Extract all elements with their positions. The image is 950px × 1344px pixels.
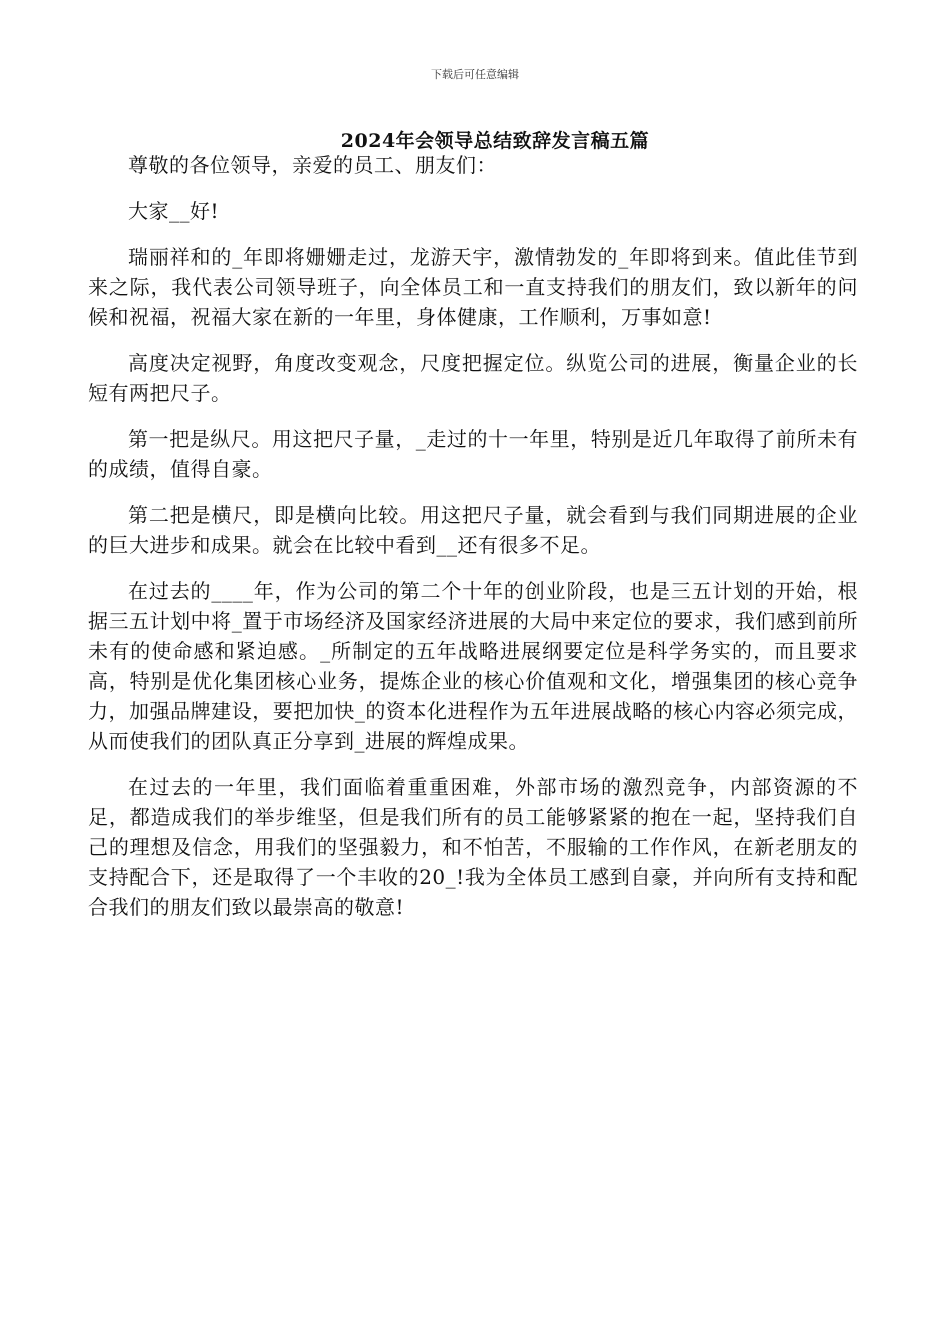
paragraph-greeting: 大家__好!: [128, 199, 220, 223]
document-title: 2024年会领导总结致辞发言稿五篇: [340, 130, 650, 152]
paragraph-salutation: 尊敬的各位领导，亲爱的员工、朋友们：: [128, 153, 497, 177]
page-header-note: 下载后可任意编辑: [431, 68, 519, 81]
paragraph: 第二把是横尺，即是横向比较。用这把尺子量，就会看到与我们同期进展的企业的巨大进步和成果。就会在比较中看到__还有很多不足。: [88, 503, 858, 557]
paragraph: 在过去的一年里，我们面临着重重困难，外部市场的激烈竞争，内部资源的不足，都造成我们的举步维坚，但是我们所有的员工能够紧紧的抱在一起，坚持我们自己的理想及信念，用我们的坚强毅力，和不怕苦，不服输的工作作风，在新老朋友的支持配合下，还是取得了一个丰收的20_!我为全体员工感到自豪，并向所有支持和配合我们的朋友们致以最崇高的敬意!: [88, 775, 858, 919]
paragraph: 第一把是纵尺。用这把尺子量，_走过的十一年里，特别是近几年取得了前所未有的成绩，值得自豪。: [88, 427, 858, 481]
document-body: [88, 150, 858, 938]
paragraph: 高度决定视野，角度改变观念，尺度把握定位。纵览公司的进展，衡量企业的长短有两把尺子。: [88, 351, 858, 405]
paragraph: 瑞丽祥和的_年即将姗姗走过，龙游天宇，激情勃发的_年即将到来。值此佳节到来之际，我代表公司领导班子，向全体员工和一直支持我们的朋友们，致以新年的问候和祝福，祝福大家在新的一年里，身体健康，工作顺利，万事如意!: [88, 245, 858, 329]
paragraph: 在过去的____年，作为公司的第二个十年的创业阶段，也是三五计划的开始，根据三五计划中将_置于市场经济及国家经济进展的大局中来定位的要求，我们感到前所未有的使命感和紧迫感。_所制定的五年战略进展纲要定位是科学务实的，而且要求高，特别是优化集团核心业务，提炼企业的核心价值观和文化，增强集团的核心竞争力，加强品牌建设，要把加快_的资本化进程作为五年进展战略的核心内容必须完成，从而使我们的团队真正分享到_进展的辉煌成果。: [88, 579, 858, 753]
